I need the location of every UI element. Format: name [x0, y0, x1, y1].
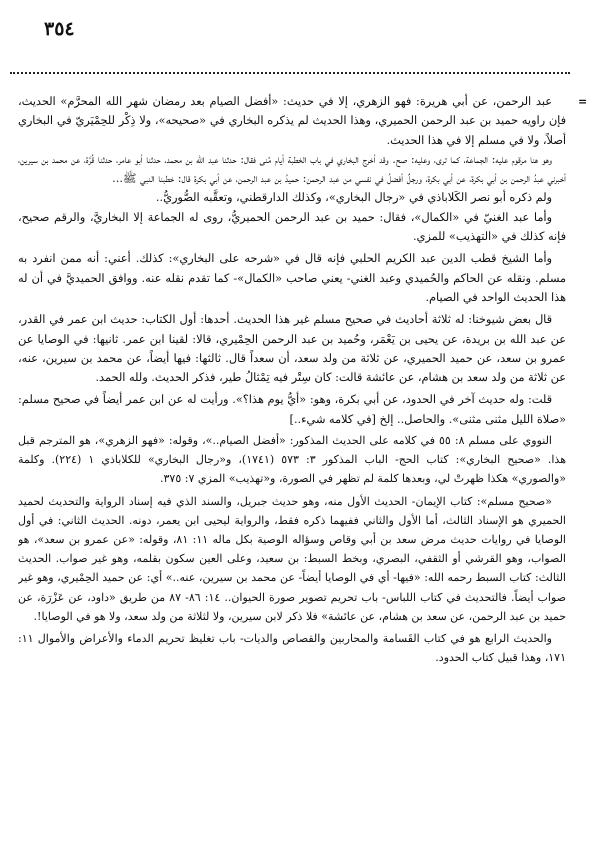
body-paragraph-4: وأما عبد الغنيّ في «الكمال»، فقال: حميد بن عبد الرحمن الحميريُّ، روى له الجماعة إلا البخاريَّ، والرقم صحيح، فإنه كذلك في «التهذيب» للمزي. [18, 210, 566, 244]
footnote-3: والحديث الرابع هو في كتاب القَسامة والمحاربين والقصاص والديات- باب تغليظ تحريم الدماء والأعراض والأموال ١١: ١٧١، وهذا قبيل كتاب الحدود. [18, 632, 566, 665]
body-paragraph-2: وهو هنا مرقوم عليه: الجماعة، كما ترى، وعليه: صح. وقد أخرج البخاري في باب الخطبة أيام مُنى فقال: حدثنا عبد الله بن محمد، حدثنا أبو عامر، حدثنا قُرَّة، عن محمد بن سيرين، أخبرني عبدُ الرحمن بن أبي بكرة، عن أبي بكرة، ورجلٌ أفضلُ في نفسي من عبد الرحمن: حميدُ بن عبد الرحمن، عن أبي بكرة قال: خطبنا النبي ﷺ... [18, 152, 566, 186]
body-paragraph-3: ولم ذكره أبو نصر الكَلاباذي في «رجال البخاري»، وكذلك الدارقطني، وتعقَّبه الصُّوريُّ.. [155, 191, 552, 205]
page-body [18, 92, 566, 842]
header-dotted-rule [10, 72, 570, 74]
footnote-1: النووي على مسلم ٨: ٥٥ في كلامه على الحديث المذكور: «أفضل الصيام..»، وقوله: «فهو الزهري»، هو المترجم قبل هذا. «صحيح البخاري»: كتاب الحج- الباب المذكور ٣: ٥٧٣ (١٧٤١)، و«رجال البخاري» للكلاباذي ١ (٢٢٤). وكلمة «والصوري» هكذا ظهرتْ لي، وبعدها كلمة لم تظهر في الصورة، و«تهذيب» المزي ٧: ٣٧٥. [18, 434, 566, 486]
margin-mark: = [578, 95, 588, 108]
body-paragraph-5: وأما الشيخ قطب الدين عبد الكريم الحلبي فإنه قال في «شرحه على البخاري»: كذلك. أعني: أنه ممن انفرد به مسلم. ونقله عن الحاكم والحُميدي وعبد الغني- يعني صاحب «الكمال»- كما تقدم نقله عنه. ووافق الحميديَّ في أن له هذا الحديث الواحد في الصيام. [18, 252, 566, 304]
page-number: ٣٥٤ [44, 18, 75, 40]
body-paragraph-6: قال بعض شيوخنا: له ثلاثة أحاديث في صحيح مسلم غير هذا الحديث. أحدها: أول الكتاب: حديث ابن عمر في القدر، عن عبد الله بن بريدة، عن يحيى بن يَعْمَر، وحُميد بن عبد الرحمن الحِمْيري، قالا: لقينا ابن عمر. ثانيها: في الوصايا عن عمرو بن سعد، عن حميد الحميري، عن ثلاثة من ولد سعد، أن سعداً قال. ثالثها: فيها أيضاً، عن محمد بن سيرين، عنه، عن ثلاثة من ولد سعد بن هشام، عن عائشة قالت: كان سِتْر فيه تِمْثالُ طير، فذكر الحديث. ولله الحمد. [18, 313, 566, 385]
footnote-2: «صحيح مسلم»: كتاب الإيمان- الحديث الأول منه، وهو حديث جبريل، والسند الذي فيه إسناد الرواية والتحديث لحميد الحميري هو الإسناد الثالث، أما الأول والثاني ففيهما ذكره فقط، والرواية ليحيى ابن يعمر، دونه. الحديث الثاني: في أول الوصايا في روايات حديث مرض سعد بن أبي وقاص وسؤاله الوصية بكل ماله ١١: ٨١، وقوله: «عن عمرو بن سعد»، هو الصواب، وهو القرشي أو الثقفي، البصري، وبخط السبط: بن سعيد، وعلى العين سكون بقلمه، وهو غير صواب. الحديث الثالث: كتاب السبط رحمه الله: «فيها- أي في الوصايا أيضاً- عن محمد بن سيرين، عنه..» أي: عن حميد الحِمْيري، وهو غير صواب أيضاً. فالتحديث في كتاب اللباس- باب تحريم تصوير صورة الحيوان.. ١٤: ٨٦- ٨٧ من طريق «داود، عن عَزْرَة، عن حميد بن عبد الرحمن، عن سعد بن هشام، عن عائشة» فلا ذكر لابن سيرين، ولا لثلاثة من ولد سعد، ولا هو في الوصايا!. [18, 494, 566, 623]
footnotes-section [18, 431, 566, 667]
body-paragraph-7: قلت: وله حديث آخر في الحدود، عن أبي بكرة، وهو: «أيُّ يوم هذا؟». ورأيت له عن ابن عمر أيضاً في صحيح مسلم: «صلاة الليل مثنى مثنى». والحاصل.. إلخ [في كلامه شيء..] [18, 393, 566, 426]
body-paragraph-1: عبد الرحمن، عن أبي هريرة: فهو الزهري، إلا في حديث: «أفضل الصيام بعد رمضان شهر الله المحرَّم» الحديث، فإن راويه حميد بن عبد الرحمن الحميري، وهذا الحديث لم يذكره البخاري في «صحيحه»، ولا ذِكْر للحِمْيَريّ في البخاري أصلاً، ولا في مسلم إلا في هذا الحديث. [18, 95, 566, 147]
